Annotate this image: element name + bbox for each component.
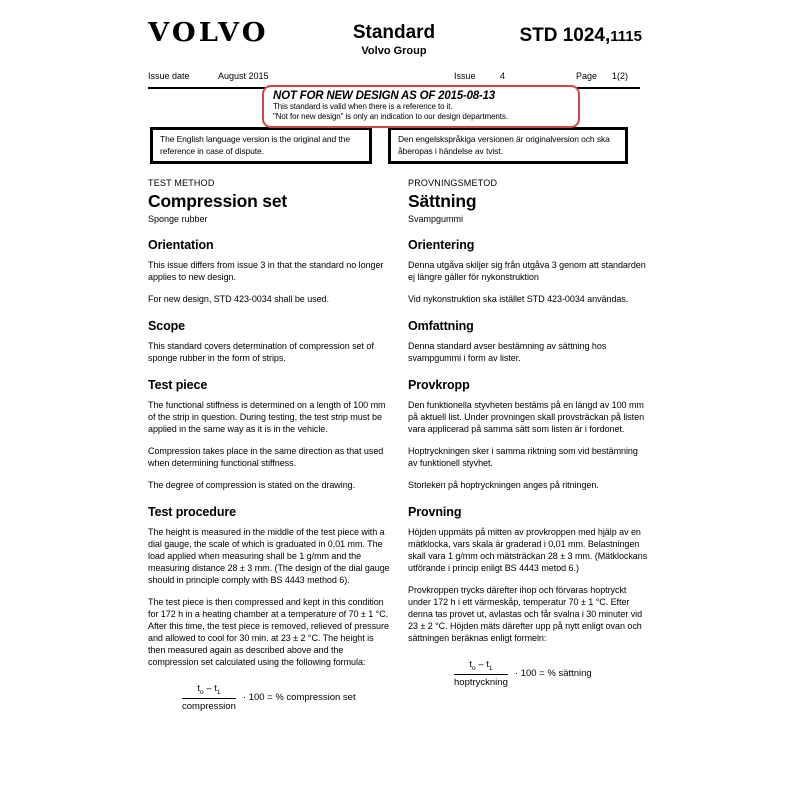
section-orientering xyxy=(408,238,649,305)
paragraph: This standard covers determination of compression set of sponge rubber in the form of strips. xyxy=(148,341,374,363)
not-for-new-design-warning xyxy=(262,85,580,128)
page-label: Page xyxy=(576,71,598,81)
paragraph: Provkroppen trycks därefter ihop och förvaras hoptryckt under 172 h i ett värmeskåp, temperatur 70 ± 1 °C. Efter denna tas provet ut, avlastas och får svalna i 30 minuter vid 23 ± 2 °C. Höjden mäts därefter upp på nytt enligt ovan och sättningen beräknas enligt formeln: xyxy=(408,585,643,643)
document-number-suffix: 1115 xyxy=(610,28,642,45)
swedish-version-notice: Den engelskspråkiga versionen är originalversion och ska åberopas i händelse av tvist. xyxy=(388,127,628,164)
warning-line-2: "Not for new design" is only an indication to our design departments. xyxy=(273,112,508,121)
formula-fraction xyxy=(182,683,236,712)
page-value: 1(2) xyxy=(612,71,629,81)
section-heading: Orientering xyxy=(408,238,475,252)
paragraph: The functional stiffness is determined on a length of 100 mm of the strip in question. During testing, the test strip must be applied in the same way as it is in the vehicle. xyxy=(148,400,386,434)
paragraph: Höjden uppmäts på mitten av provkroppen med hjälp av en mätklocka, vars skala är graderad i 0,01 mm. Belastningen skall vara 1 g/mm och mätsträckan 28 ± 3 mm. (Mätklockans utförande i princip enligt BS 4443 metod 6.) xyxy=(408,527,648,573)
section-scope xyxy=(148,319,391,364)
method-subtitle-en: Sponge rubber xyxy=(148,214,208,224)
swedish-column xyxy=(408,178,649,688)
volvo-logo: VOLVO xyxy=(148,18,269,48)
section-heading: Scope xyxy=(148,319,186,333)
section-provning xyxy=(408,505,649,644)
paragraph: The test piece is then compressed and kept in this condition for 172 h in a heating chamber at a temperature of 70 ± 1 °C. After this time, the test piece is removed, relieved of pressure and allowed to cool for 30 min. at 23 ± 2 °C. The height is then measured again as described above and the compression set calculated using the following formula: xyxy=(148,597,389,667)
section-test-procedure xyxy=(148,505,391,668)
method-title-en: Compression set xyxy=(148,191,287,211)
section-heading: Provkropp xyxy=(408,378,470,392)
formula-result: · 100 = % compression set xyxy=(242,691,356,703)
english-version-notice: The English language version is the original and the reference in case of dispute. xyxy=(150,127,372,164)
section-provkropp xyxy=(408,378,649,491)
method-title-sv: Sättning xyxy=(408,191,477,211)
standard-title: Standard xyxy=(352,22,436,43)
section-heading: Omfattning xyxy=(408,319,474,333)
section-heading: Test piece xyxy=(148,378,208,392)
issue-value: 4 xyxy=(500,71,506,81)
section-test-piece xyxy=(148,378,391,491)
compression-set-formula xyxy=(182,683,391,712)
paragraph: For new design, STD 423-0034 shall be used. xyxy=(148,294,329,304)
method-subtitle-sv: Svampgummi xyxy=(408,214,464,224)
meta-row xyxy=(148,71,640,84)
paragraph: Hoptryckningen sker i samma riktning som vid bestämning av funktionell styvhet. xyxy=(408,446,638,468)
section-heading: Provning xyxy=(408,505,462,519)
sattning-formula xyxy=(454,659,649,688)
section-heading: Test procedure xyxy=(148,505,236,519)
document-number xyxy=(420,25,642,47)
formula-fraction xyxy=(454,659,508,688)
formula-denominator: compression xyxy=(182,700,236,712)
paragraph: The height is measured in the middle of the test piece with a dial gauge, the scale of which is graduated in 0,01 mm. The load applied when measuring shall be 1 g/mm and the measuring distance 28 ± 3 mm. (The design of the dial gauge should in principle comply with BS 4443 method 6). xyxy=(148,527,390,585)
english-column xyxy=(148,178,391,712)
section-heading: Orientation xyxy=(148,238,214,252)
section-orientation xyxy=(148,238,391,305)
provningsmetod-kicker: PROVNINGSMETOD xyxy=(408,178,498,188)
formula-result: · 100 = % sättning xyxy=(514,667,592,679)
paragraph: Denna utgåva skiljer sig från utgåva 3 genom att standarden ej längre gäller för nykonstruktion xyxy=(408,260,646,282)
test-method-kicker: TEST METHOD xyxy=(148,178,215,188)
document-number-main: STD 1024, xyxy=(519,25,611,46)
paragraph: The degree of compression is stated on the drawing. xyxy=(148,480,356,490)
issue-date-label: Issue date xyxy=(148,71,190,81)
formula-denominator: hoptryckning xyxy=(454,676,508,688)
paragraph: Den funktionella styvheten bestäms på en längd av 100 mm på aktuell list. Under provningen skall provsträckan på listen vara applicerad på samma sätt som listen är i fordonet. xyxy=(408,400,645,434)
paragraph: Compression takes place in the same direction as that used when determining functional stiffness. xyxy=(148,446,384,468)
paragraph: Storleken på hoptryckningen anges på ritningen. xyxy=(408,480,599,490)
section-omfattning xyxy=(408,319,649,364)
warning-line-1: This standard is valid when there is a reference to it. xyxy=(273,102,453,111)
issue-date-value: August 2015 xyxy=(218,71,269,81)
volvo-group-subtitle: Volvo Group xyxy=(361,45,427,57)
paragraph: Vid nykonstruktion ska istället STD 423-0034 användas. xyxy=(408,294,629,304)
formula-numerator: $t_o - t_1$ xyxy=(454,659,508,675)
paragraph: Denna standard avser bestämning av sättning hos svampgummi i form av lister. xyxy=(408,341,607,363)
issue-label: Issue xyxy=(454,71,476,81)
paragraph: This issue differs from issue 3 in that the standard no longer applies to new design. xyxy=(148,260,384,282)
formula-numerator: $t_o - t_1$ xyxy=(182,683,236,699)
warning-title: NOT FOR NEW DESIGN AS OF 2015-08-13 xyxy=(273,90,495,102)
